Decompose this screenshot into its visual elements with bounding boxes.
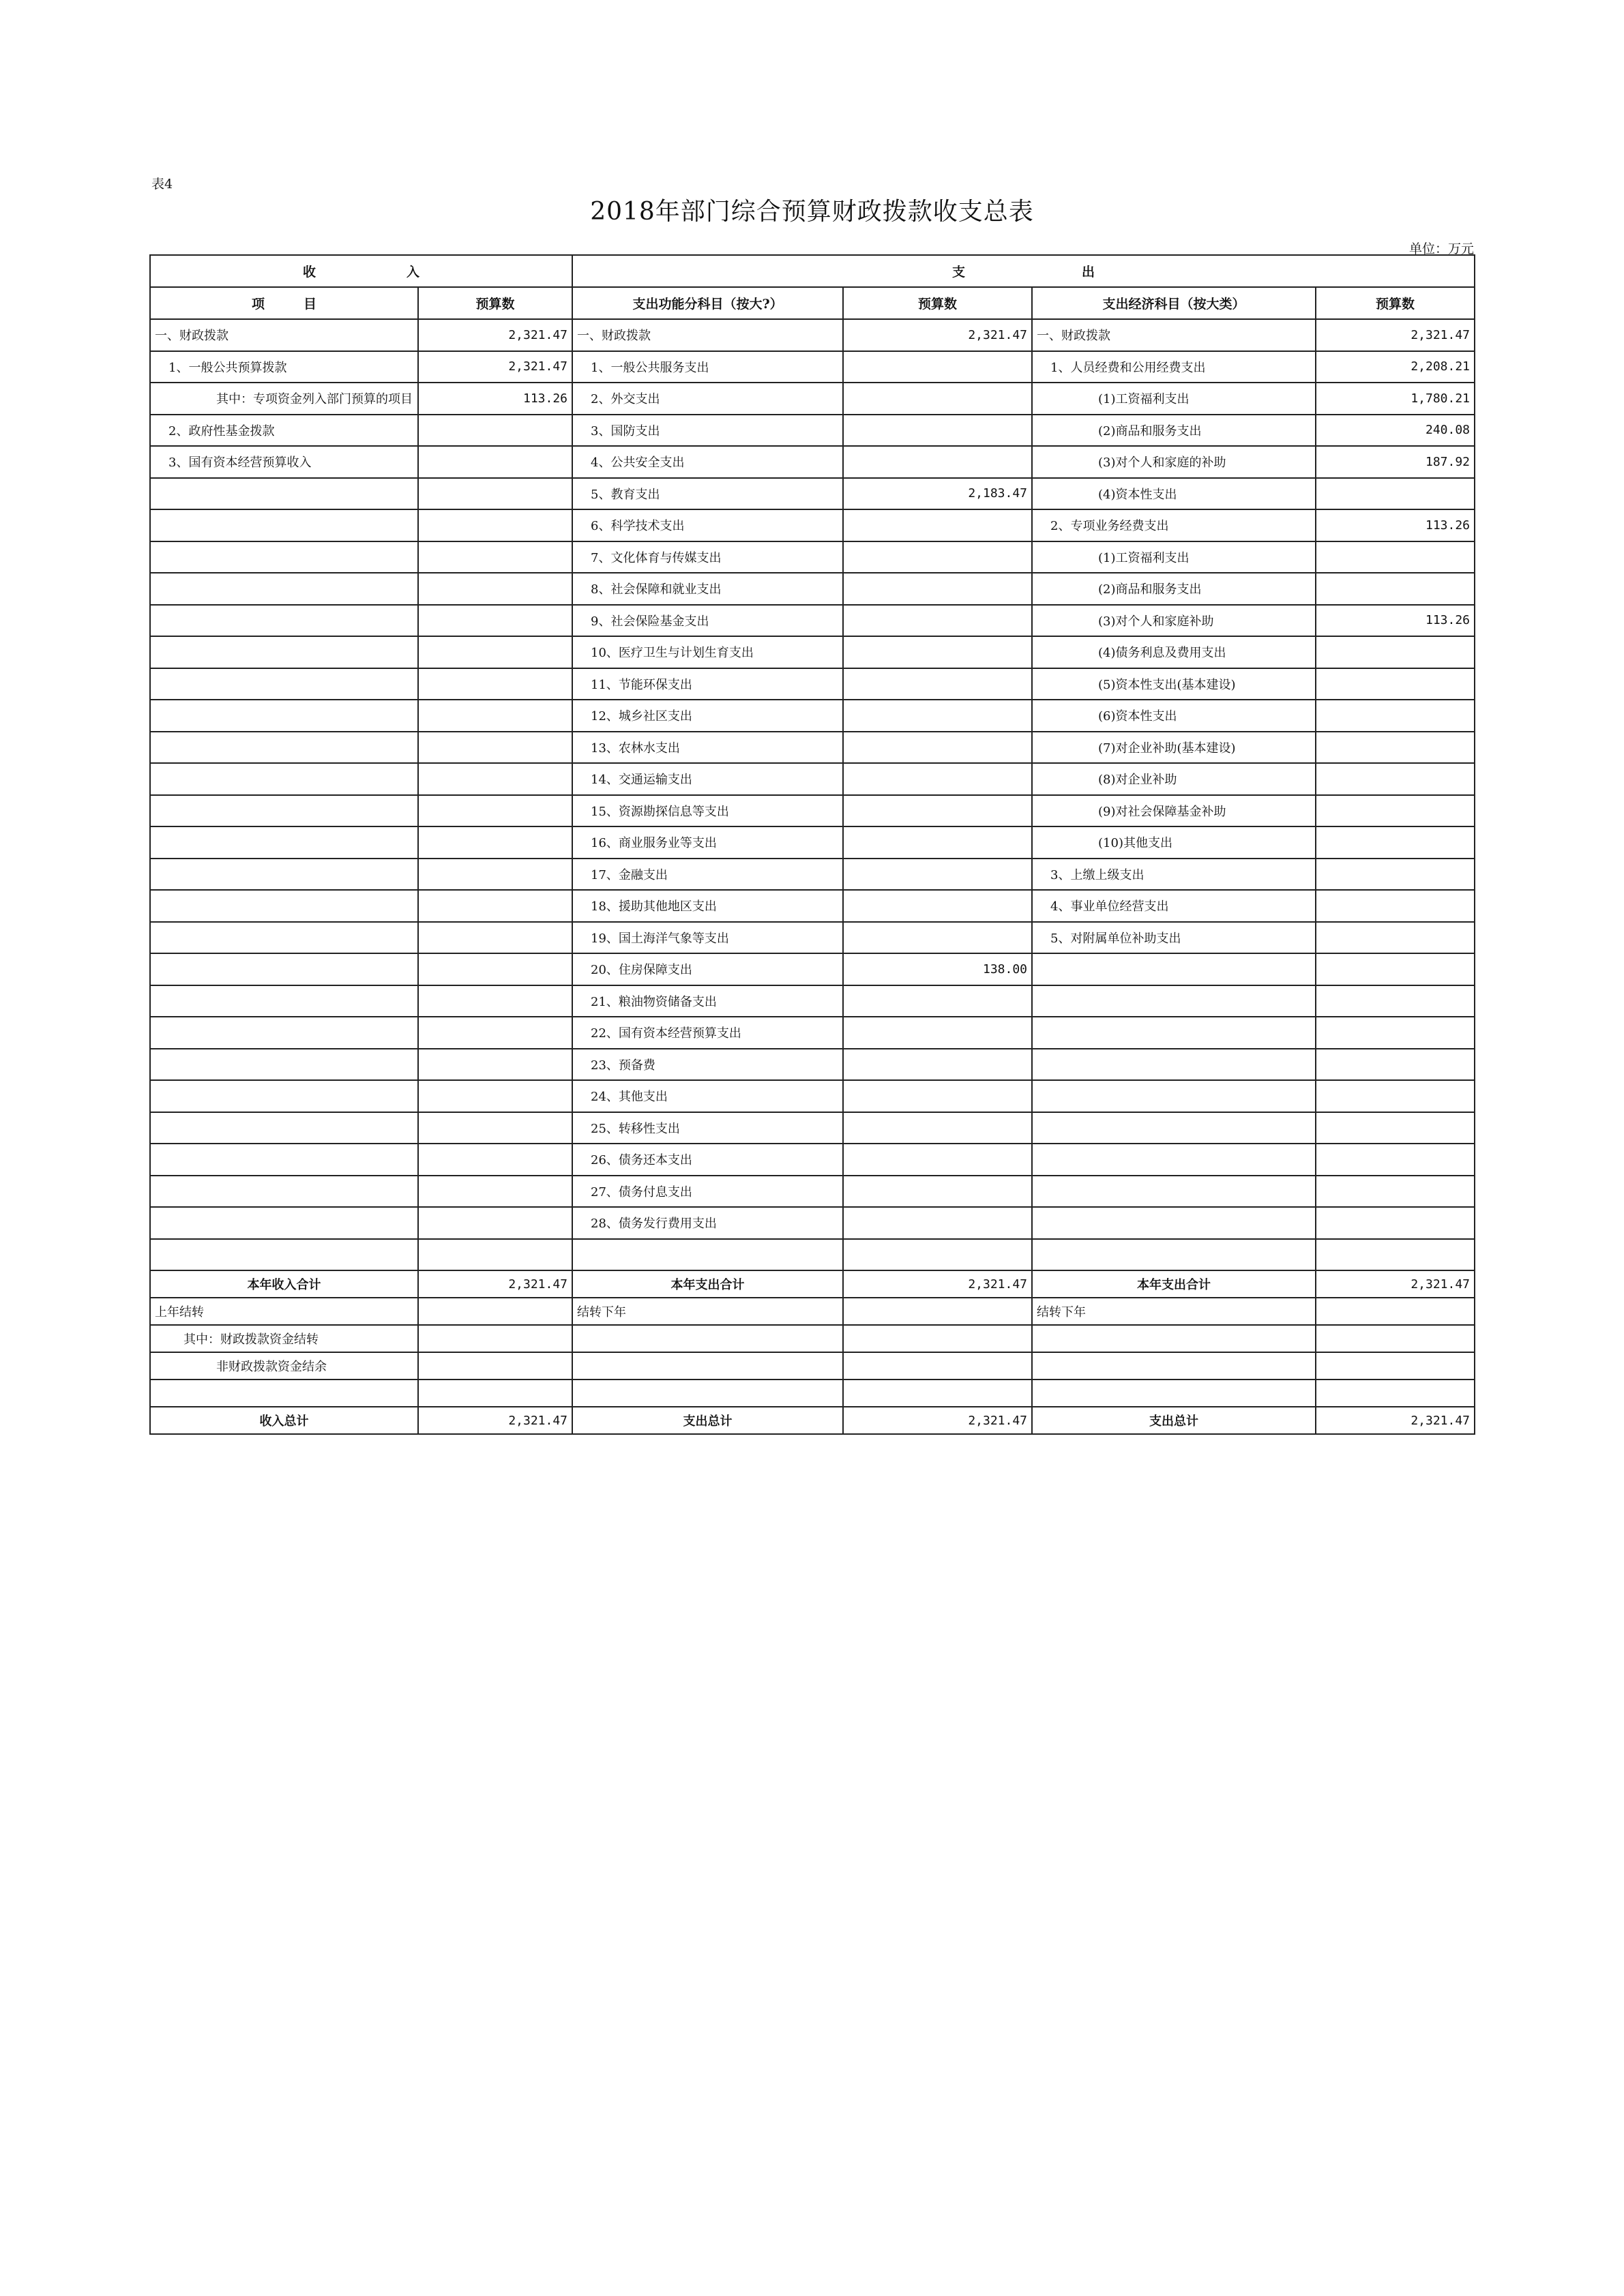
func-item-cell: 结转下年 — [572, 1298, 843, 1325]
econ-item-cell: (3)对个人和家庭补助 — [1032, 605, 1316, 637]
income-budget-cell — [418, 1176, 572, 1208]
econ-item-cell: (4)债务利息及费用支出 — [1032, 636, 1316, 668]
func-budget-cell: 138.00 — [843, 953, 1032, 985]
func-budget-cell — [843, 605, 1032, 637]
income-item-cell — [150, 1144, 418, 1176]
table-row — [150, 1176, 1475, 1208]
func-item-cell: 22、国有资本经营预算支出 — [572, 1017, 843, 1049]
func-item-cell: 1、一般公共服务支出 — [572, 351, 843, 383]
econ-budget-cell: 2,321.47 — [1316, 1270, 1475, 1298]
income-item-cell: 2、政府性基金拨款 — [150, 415, 418, 447]
econ-item-cell — [1032, 985, 1316, 1017]
income-item-cell — [150, 668, 418, 700]
econ-item-cell: (7)对企业补助(基本建设) — [1032, 732, 1316, 764]
income-item-cell — [150, 1176, 418, 1208]
table-row — [150, 1017, 1475, 1049]
income-item-cell: 一、财政拨款 — [150, 319, 418, 351]
income-item-cell — [150, 890, 418, 922]
table-row — [150, 509, 1475, 541]
func-item-cell — [572, 1325, 843, 1352]
income-item-cell: 其中：财政拨款资金结转 — [150, 1325, 418, 1352]
econ-item-cell: (2)商品和服务支出 — [1032, 415, 1316, 447]
grand-total-row — [150, 1407, 1475, 1434]
carry-row — [150, 1380, 1475, 1407]
income-item-cell — [150, 700, 418, 732]
income-item-cell: 其中：专项资金列入部门预算的项目 — [150, 383, 418, 415]
income-budget-cell — [418, 922, 572, 954]
econ-item-cell — [1032, 1080, 1316, 1112]
func-item-cell: 一、财政拨款 — [572, 319, 843, 351]
func-item-cell: 25、转移性支出 — [572, 1112, 843, 1144]
econ-item-cell — [1032, 1176, 1316, 1208]
econ-budget-cell: 1,780.21 — [1316, 383, 1475, 415]
income-item-cell: 本年收入合计 — [150, 1270, 418, 1298]
econ-item-cell — [1032, 1144, 1316, 1176]
table-row — [150, 985, 1475, 1017]
func-budget-cell — [843, 1144, 1032, 1176]
income-budget-cell — [418, 1239, 572, 1271]
income-item-cell — [150, 1017, 418, 1049]
econ-budget-cell — [1316, 763, 1475, 795]
func-item-cell — [572, 1380, 843, 1407]
econ-budget-cell — [1316, 1176, 1475, 1208]
econ-item-cell: 支出总计 — [1032, 1407, 1316, 1434]
income-budget-cell — [418, 1144, 572, 1176]
income-budget-cell — [418, 1380, 572, 1407]
econ-budget-cell — [1316, 890, 1475, 922]
econ-item-cell: 3、上缴上级支出 — [1032, 859, 1316, 891]
carry-row — [150, 1352, 1475, 1380]
econ-budget-cell — [1316, 953, 1475, 985]
econ-item-cell: (1)工资福利支出 — [1032, 383, 1316, 415]
income-item-cell — [150, 859, 418, 891]
table-row — [150, 1080, 1475, 1112]
func-budget-cell — [843, 700, 1032, 732]
func-item-cell: 27、债务付息支出 — [572, 1176, 843, 1208]
func-item-cell — [572, 1239, 843, 1271]
income-budget-cell: 2,321.47 — [418, 319, 572, 351]
func-item-cell: 5、教育支出 — [572, 478, 843, 510]
income-budget-cell — [418, 605, 572, 637]
table-row — [150, 732, 1475, 764]
table-row — [150, 541, 1475, 573]
func-item-cell: 10、医疗卫生与计划生育支出 — [572, 636, 843, 668]
econ-budget-cell — [1316, 1049, 1475, 1081]
econ-item-cell: (9)对社会保障基金补助 — [1032, 795, 1316, 827]
econ-item-cell: (10)其他支出 — [1032, 826, 1316, 859]
func-budget-cell — [843, 1352, 1032, 1380]
econ-item-cell — [1032, 953, 1316, 985]
econ-item-cell — [1032, 1049, 1316, 1081]
header-row-1 — [150, 255, 1475, 287]
income-budget-cell — [418, 859, 572, 891]
func-item-cell: 8、社会保障和就业支出 — [572, 573, 843, 605]
func-item-cell: 28、债务发行费用支出 — [572, 1207, 843, 1239]
income-budget-cell — [418, 700, 572, 732]
income-budget-cell — [418, 573, 572, 605]
func-item-cell: 21、粮油物资储备支出 — [572, 985, 843, 1017]
econ-item-cell: (4)资本性支出 — [1032, 478, 1316, 510]
table-row — [150, 1112, 1475, 1144]
income-item-cell — [150, 732, 418, 764]
income-budget-cell: 2,321.47 — [418, 1270, 572, 1298]
income-item-cell — [150, 636, 418, 668]
econ-budget-cell — [1316, 1298, 1475, 1325]
income-budget-cell — [418, 732, 572, 764]
func-item-cell: 支出总计 — [572, 1407, 843, 1434]
table-row — [150, 636, 1475, 668]
table-row — [150, 890, 1475, 922]
econ-budget-cell — [1316, 541, 1475, 573]
econ-budget-cell: 2,321.47 — [1316, 319, 1475, 351]
func-item-cell: 11、节能环保支出 — [572, 668, 843, 700]
func-budget-cell — [843, 509, 1032, 541]
income-item-cell — [150, 541, 418, 573]
econ-item-cell — [1032, 1207, 1316, 1239]
carry-row — [150, 1298, 1475, 1325]
income-budget-cell — [418, 826, 572, 859]
econ-budget-cell — [1316, 1352, 1475, 1380]
econ-budget-cell — [1316, 795, 1475, 827]
income-budget-cell — [418, 1112, 572, 1144]
income-item-cell — [150, 1207, 418, 1239]
func-budget-cell — [843, 1176, 1032, 1208]
econ-item-cell: (6)资本性支出 — [1032, 700, 1316, 732]
income-budget-cell — [418, 446, 572, 478]
income-item-cell — [150, 1239, 418, 1271]
func-item-cell: 20、住房保障支出 — [572, 953, 843, 985]
income-item-cell — [150, 795, 418, 827]
income-budget-cell — [418, 509, 572, 541]
table-row — [150, 795, 1475, 827]
carry-row — [150, 1325, 1475, 1352]
econ-budget-cell — [1316, 636, 1475, 668]
budget-table — [149, 254, 1475, 1435]
func-budget-cell — [843, 1112, 1032, 1144]
func-budget-cell — [843, 351, 1032, 383]
econ-item-cell: (8)对企业补助 — [1032, 763, 1316, 795]
econ-item-cell — [1032, 1112, 1316, 1144]
func-budget-cell — [843, 383, 1032, 415]
func-item-cell: 26、债务还本支出 — [572, 1144, 843, 1176]
econ-item-cell: (5)资本性支出(基本建设) — [1032, 668, 1316, 700]
income-item-cell: 非财政拨款资金结余 — [150, 1352, 418, 1380]
econ-item-cell: (1)工资福利支出 — [1032, 541, 1316, 573]
econ-budget-cell — [1316, 1144, 1475, 1176]
func-budget-cell — [843, 985, 1032, 1017]
func-budget-cell — [843, 636, 1032, 668]
econ-budget-cell — [1316, 1239, 1475, 1271]
econ-budget-cell: 187.92 — [1316, 446, 1475, 478]
econ-item-cell: 本年支出合计 — [1032, 1270, 1316, 1298]
page-title: 2018年部门综合预算财政拨款收支总表 — [590, 198, 1034, 226]
econ-budget-cell — [1316, 478, 1475, 510]
func-item-cell: 3、国防支出 — [572, 415, 843, 447]
econ-budget-cell: 240.08 — [1316, 415, 1475, 447]
econ-budget-cell — [1316, 700, 1475, 732]
func-budget-cell — [843, 1080, 1032, 1112]
func-item-cell: 18、援助其他地区支出 — [572, 890, 843, 922]
econ-budget-cell — [1316, 985, 1475, 1017]
econ-budget-cell — [1316, 1080, 1475, 1112]
income-budget-cell: 2,321.47 — [418, 1407, 572, 1434]
econ-item-cell — [1032, 1325, 1316, 1352]
func-item-cell: 本年支出合计 — [572, 1270, 843, 1298]
income-budget-cell — [418, 763, 572, 795]
table-row — [150, 1239, 1475, 1271]
func-budget-cell — [843, 668, 1032, 700]
income-budget-cell: 113.26 — [418, 383, 572, 415]
func-item-cell: 2、外交支出 — [572, 383, 843, 415]
econ-item-cell: (2)商品和服务支出 — [1032, 573, 1316, 605]
func-item-cell: 23、预备费 — [572, 1049, 843, 1081]
func-item-cell: 6、科学技术支出 — [572, 509, 843, 541]
func-budget-cell — [843, 1239, 1032, 1271]
income-budget-cell — [418, 1017, 572, 1049]
income-item-cell: 3、国有资本经营预算收入 — [150, 446, 418, 478]
table-row — [150, 953, 1475, 985]
table-row — [150, 1144, 1475, 1176]
func-item-cell: 4、公共安全支出 — [572, 446, 843, 478]
income-budget-cell — [418, 890, 572, 922]
econ-budget-cell: 113.26 — [1316, 605, 1475, 637]
table-row — [150, 478, 1475, 510]
income-item-cell — [150, 573, 418, 605]
func-item-cell: 12、城乡社区支出 — [572, 700, 843, 732]
table-row — [150, 700, 1475, 732]
func-item-cell — [572, 1352, 843, 1380]
func-budget-cell — [843, 859, 1032, 891]
expense-header: 支 出 — [572, 255, 1475, 287]
income-budget-cell: 2,321.47 — [418, 351, 572, 383]
table-row — [150, 1207, 1475, 1239]
income-budget-cell — [418, 1080, 572, 1112]
income-item-cell: 1、一般公共预算拨款 — [150, 351, 418, 383]
income-item-cell — [150, 1112, 418, 1144]
income-budget-cell — [418, 953, 572, 985]
func-budget-cell — [843, 446, 1032, 478]
func-budget-cell — [843, 415, 1032, 447]
econ-budget-cell — [1316, 1112, 1475, 1144]
income-budget-cell — [418, 478, 572, 510]
table-row — [150, 826, 1475, 859]
econ-budget-cell — [1316, 826, 1475, 859]
table-row — [150, 763, 1475, 795]
econ-item-cell — [1032, 1352, 1316, 1380]
econ-item-cell: 5、对附属单位补助支出 — [1032, 922, 1316, 954]
econ-budget-cell — [1316, 1325, 1475, 1352]
econ-budget-cell — [1316, 1017, 1475, 1049]
header-row-2 — [150, 287, 1475, 319]
col-func-budget-header: 预算数 — [843, 287, 1032, 319]
func-budget-cell — [843, 732, 1032, 764]
econ-budget-cell — [1316, 1207, 1475, 1239]
econ-item-cell: 4、事业单位经营支出 — [1032, 890, 1316, 922]
econ-item-cell: 1、人员经费和公用经费支出 — [1032, 351, 1316, 383]
func-item-cell: 24、其他支出 — [572, 1080, 843, 1112]
econ-budget-cell — [1316, 922, 1475, 954]
func-budget-cell: 2,183.47 — [843, 478, 1032, 510]
func-budget-cell — [843, 922, 1032, 954]
func-budget-cell — [843, 541, 1032, 573]
func-budget-cell — [843, 1049, 1032, 1081]
func-item-cell: 14、交通运输支出 — [572, 763, 843, 795]
col-econ-header: 支出经济科目（按大类） — [1032, 287, 1316, 319]
func-budget-cell: 2,321.47 — [843, 1407, 1032, 1434]
table-row — [150, 351, 1475, 383]
table-row — [150, 446, 1475, 478]
income-budget-cell — [418, 1352, 572, 1380]
func-item-cell: 7、文化体育与传媒支出 — [572, 541, 843, 573]
income-item-cell — [150, 509, 418, 541]
econ-item-cell — [1032, 1017, 1316, 1049]
func-budget-cell — [843, 1017, 1032, 1049]
econ-item-cell: 一、财政拨款 — [1032, 319, 1316, 351]
func-item-cell: 9、社会保险基金支出 — [572, 605, 843, 637]
func-budget-cell — [843, 1207, 1032, 1239]
func-budget-cell — [843, 795, 1032, 827]
econ-item-cell: 2、专项业务经费支出 — [1032, 509, 1316, 541]
income-budget-cell — [418, 1049, 572, 1081]
income-item-cell — [150, 922, 418, 954]
econ-budget-cell — [1316, 668, 1475, 700]
econ-item-cell: (3)对个人和家庭的补助 — [1032, 446, 1316, 478]
income-budget-cell — [418, 636, 572, 668]
econ-budget-cell: 2,208.21 — [1316, 351, 1475, 383]
func-budget-cell — [843, 1380, 1032, 1407]
econ-item-cell: 结转下年 — [1032, 1298, 1316, 1325]
func-item-cell: 19、国土海洋气象等支出 — [572, 922, 843, 954]
econ-budget-cell: 2,321.47 — [1316, 1407, 1475, 1434]
func-item-cell: 17、金融支出 — [572, 859, 843, 891]
income-budget-cell — [418, 541, 572, 573]
func-budget-cell — [843, 1298, 1032, 1325]
econ-item-cell — [1032, 1239, 1316, 1271]
func-item-cell: 15、资源勘探信息等支出 — [572, 795, 843, 827]
income-budget-cell — [418, 795, 572, 827]
table-row — [150, 922, 1475, 954]
unit-label: 单位：万元 — [1408, 241, 1474, 256]
table-row — [150, 415, 1475, 447]
table-row — [150, 319, 1475, 351]
income-budget-cell — [418, 1298, 572, 1325]
income-item-cell — [150, 1049, 418, 1081]
table-row — [150, 573, 1475, 605]
func-item-cell: 13、农林水支出 — [572, 732, 843, 764]
income-budget-cell — [418, 985, 572, 1017]
func-budget-cell — [843, 763, 1032, 795]
func-budget-cell: 2,321.47 — [843, 319, 1032, 351]
func-budget-cell — [843, 890, 1032, 922]
col-item-header: 项 目 — [150, 287, 418, 319]
table-row — [150, 859, 1475, 891]
income-item-cell: 收入总计 — [150, 1407, 418, 1434]
econ-budget-cell — [1316, 732, 1475, 764]
econ-budget-cell: 113.26 — [1316, 509, 1475, 541]
income-item-cell: 上年结转 — [150, 1298, 418, 1325]
income-item-cell — [150, 478, 418, 510]
table-row — [150, 383, 1475, 415]
income-item-cell — [150, 605, 418, 637]
income-budget-cell — [418, 668, 572, 700]
income-item-cell — [150, 1080, 418, 1112]
econ-budget-cell — [1316, 859, 1475, 891]
col-econ-budget-header: 预算数 — [1316, 287, 1475, 319]
table-row — [150, 668, 1475, 700]
income-item-cell — [150, 985, 418, 1017]
col-func-header: 支出功能分科目（按大?） — [572, 287, 843, 319]
income-header: 收 入 — [150, 255, 572, 287]
income-item-cell — [150, 1380, 418, 1407]
table-row — [150, 1049, 1475, 1081]
income-item-cell — [150, 953, 418, 985]
table-row — [150, 605, 1475, 637]
econ-budget-cell — [1316, 573, 1475, 605]
year-total-row — [150, 1270, 1475, 1298]
income-budget-cell — [418, 1207, 572, 1239]
sheet-tag: 表4 — [151, 177, 173, 192]
func-budget-cell: 2,321.47 — [843, 1270, 1032, 1298]
func-budget-cell — [843, 826, 1032, 859]
col-budget-header: 预算数 — [418, 287, 572, 319]
income-item-cell — [150, 826, 418, 859]
econ-budget-cell — [1316, 1380, 1475, 1407]
income-item-cell — [150, 763, 418, 795]
income-budget-cell — [418, 415, 572, 447]
income-budget-cell — [418, 1325, 572, 1352]
func-item-cell: 16、商业服务业等支出 — [572, 826, 843, 859]
econ-item-cell — [1032, 1380, 1316, 1407]
func-budget-cell — [843, 1325, 1032, 1352]
func-budget-cell — [843, 573, 1032, 605]
